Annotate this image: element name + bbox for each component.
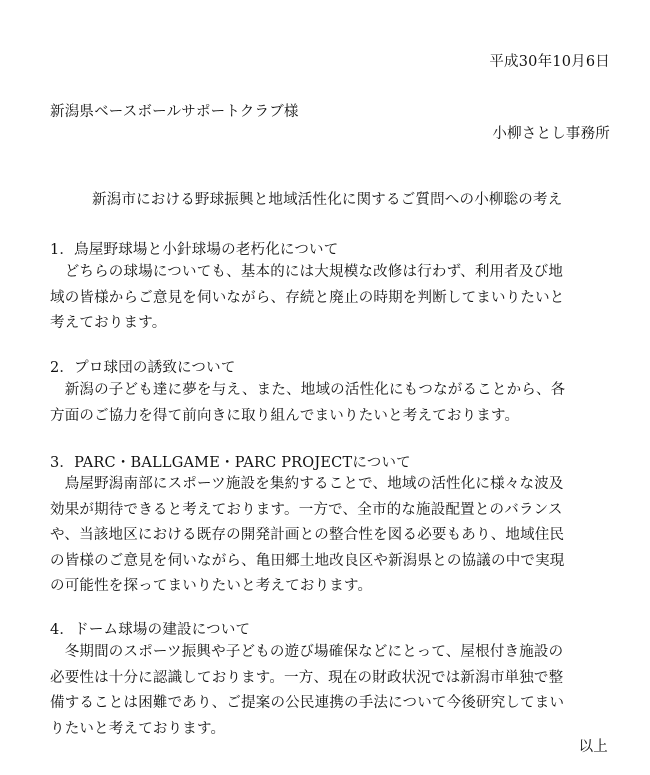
- section-4-body: [50, 640, 610, 742]
- section-4-heading: 4．ドーム球場の建設について: [50, 622, 251, 638]
- section-2-body: [50, 378, 610, 429]
- section-3-body: [50, 472, 610, 600]
- closing: 以上: [578, 739, 608, 755]
- section-4-line: 冬期間のスポーツ振興や子どもの遊び場確保などにとって、屋根付き施設の: [50, 644, 564, 660]
- section-3-line: 鳥屋野潟南部にスポーツ施設を集約することで、地域の活性化に様々な波及: [50, 476, 564, 492]
- section-2-heading: 2．プロ球団の誘致について: [50, 360, 236, 376]
- section-4-line: 必要性は十分に認識しております。一方、現在の財政状況では新潟市単独で整: [50, 669, 564, 686]
- sender: 小柳さとし事務所: [492, 126, 610, 142]
- section-2-line: 新潟の子ども達に夢を与え、また、地域の活性化にもつながることから、各: [50, 382, 566, 398]
- section-3-line: の可能性を探ってまいりたいと考えております。: [50, 578, 373, 594]
- section-3-line: 効果が期待できると考えております。一方で、全市的な施設配置とのバランス: [50, 501, 563, 518]
- section-1-line: 考えております。: [50, 315, 167, 331]
- section-4-line: りたいと考えております。: [50, 720, 226, 737]
- section-3-line: や、当該地区における既存の開発計画との整合性を図る必要もあり、地域住民: [50, 527, 565, 543]
- section-4-line: 備することは困難であり、ご提案の公民連携の手法について今後研究してまい: [50, 695, 565, 711]
- section-1-body: [50, 260, 610, 337]
- letter-date: 平成30年10月6日: [489, 54, 610, 70]
- section-1-line: どちらの球場についても、基本的には大規模な改修は行わず、利用者及び地: [50, 264, 564, 280]
- recipient: 新潟県ベースボールサポートクラブ様: [50, 104, 299, 120]
- section-3-heading: 3．PARC・BALLGAME・PARC PROJECTについて: [50, 455, 411, 471]
- document-title: 新潟市における野球振興と地域活性化に関するご質問への小柳聡の考え: [92, 192, 563, 208]
- section-3-line: の皆様のご意見を伺いながら、亀田郷土地改良区や新潟県との協議の中で実現: [50, 552, 565, 569]
- section-1-heading: 1．鳥屋野球場と小針球場の老朽化について: [50, 242, 339, 258]
- section-1-line: 域の皆様からご意見を伺いながら、存続と廃止の時期を判断してまいりたいと: [50, 289, 565, 306]
- section-2-line: 方面のご協力を得て前向きに取り組んでまいりたいと考えております。: [50, 407, 520, 424]
